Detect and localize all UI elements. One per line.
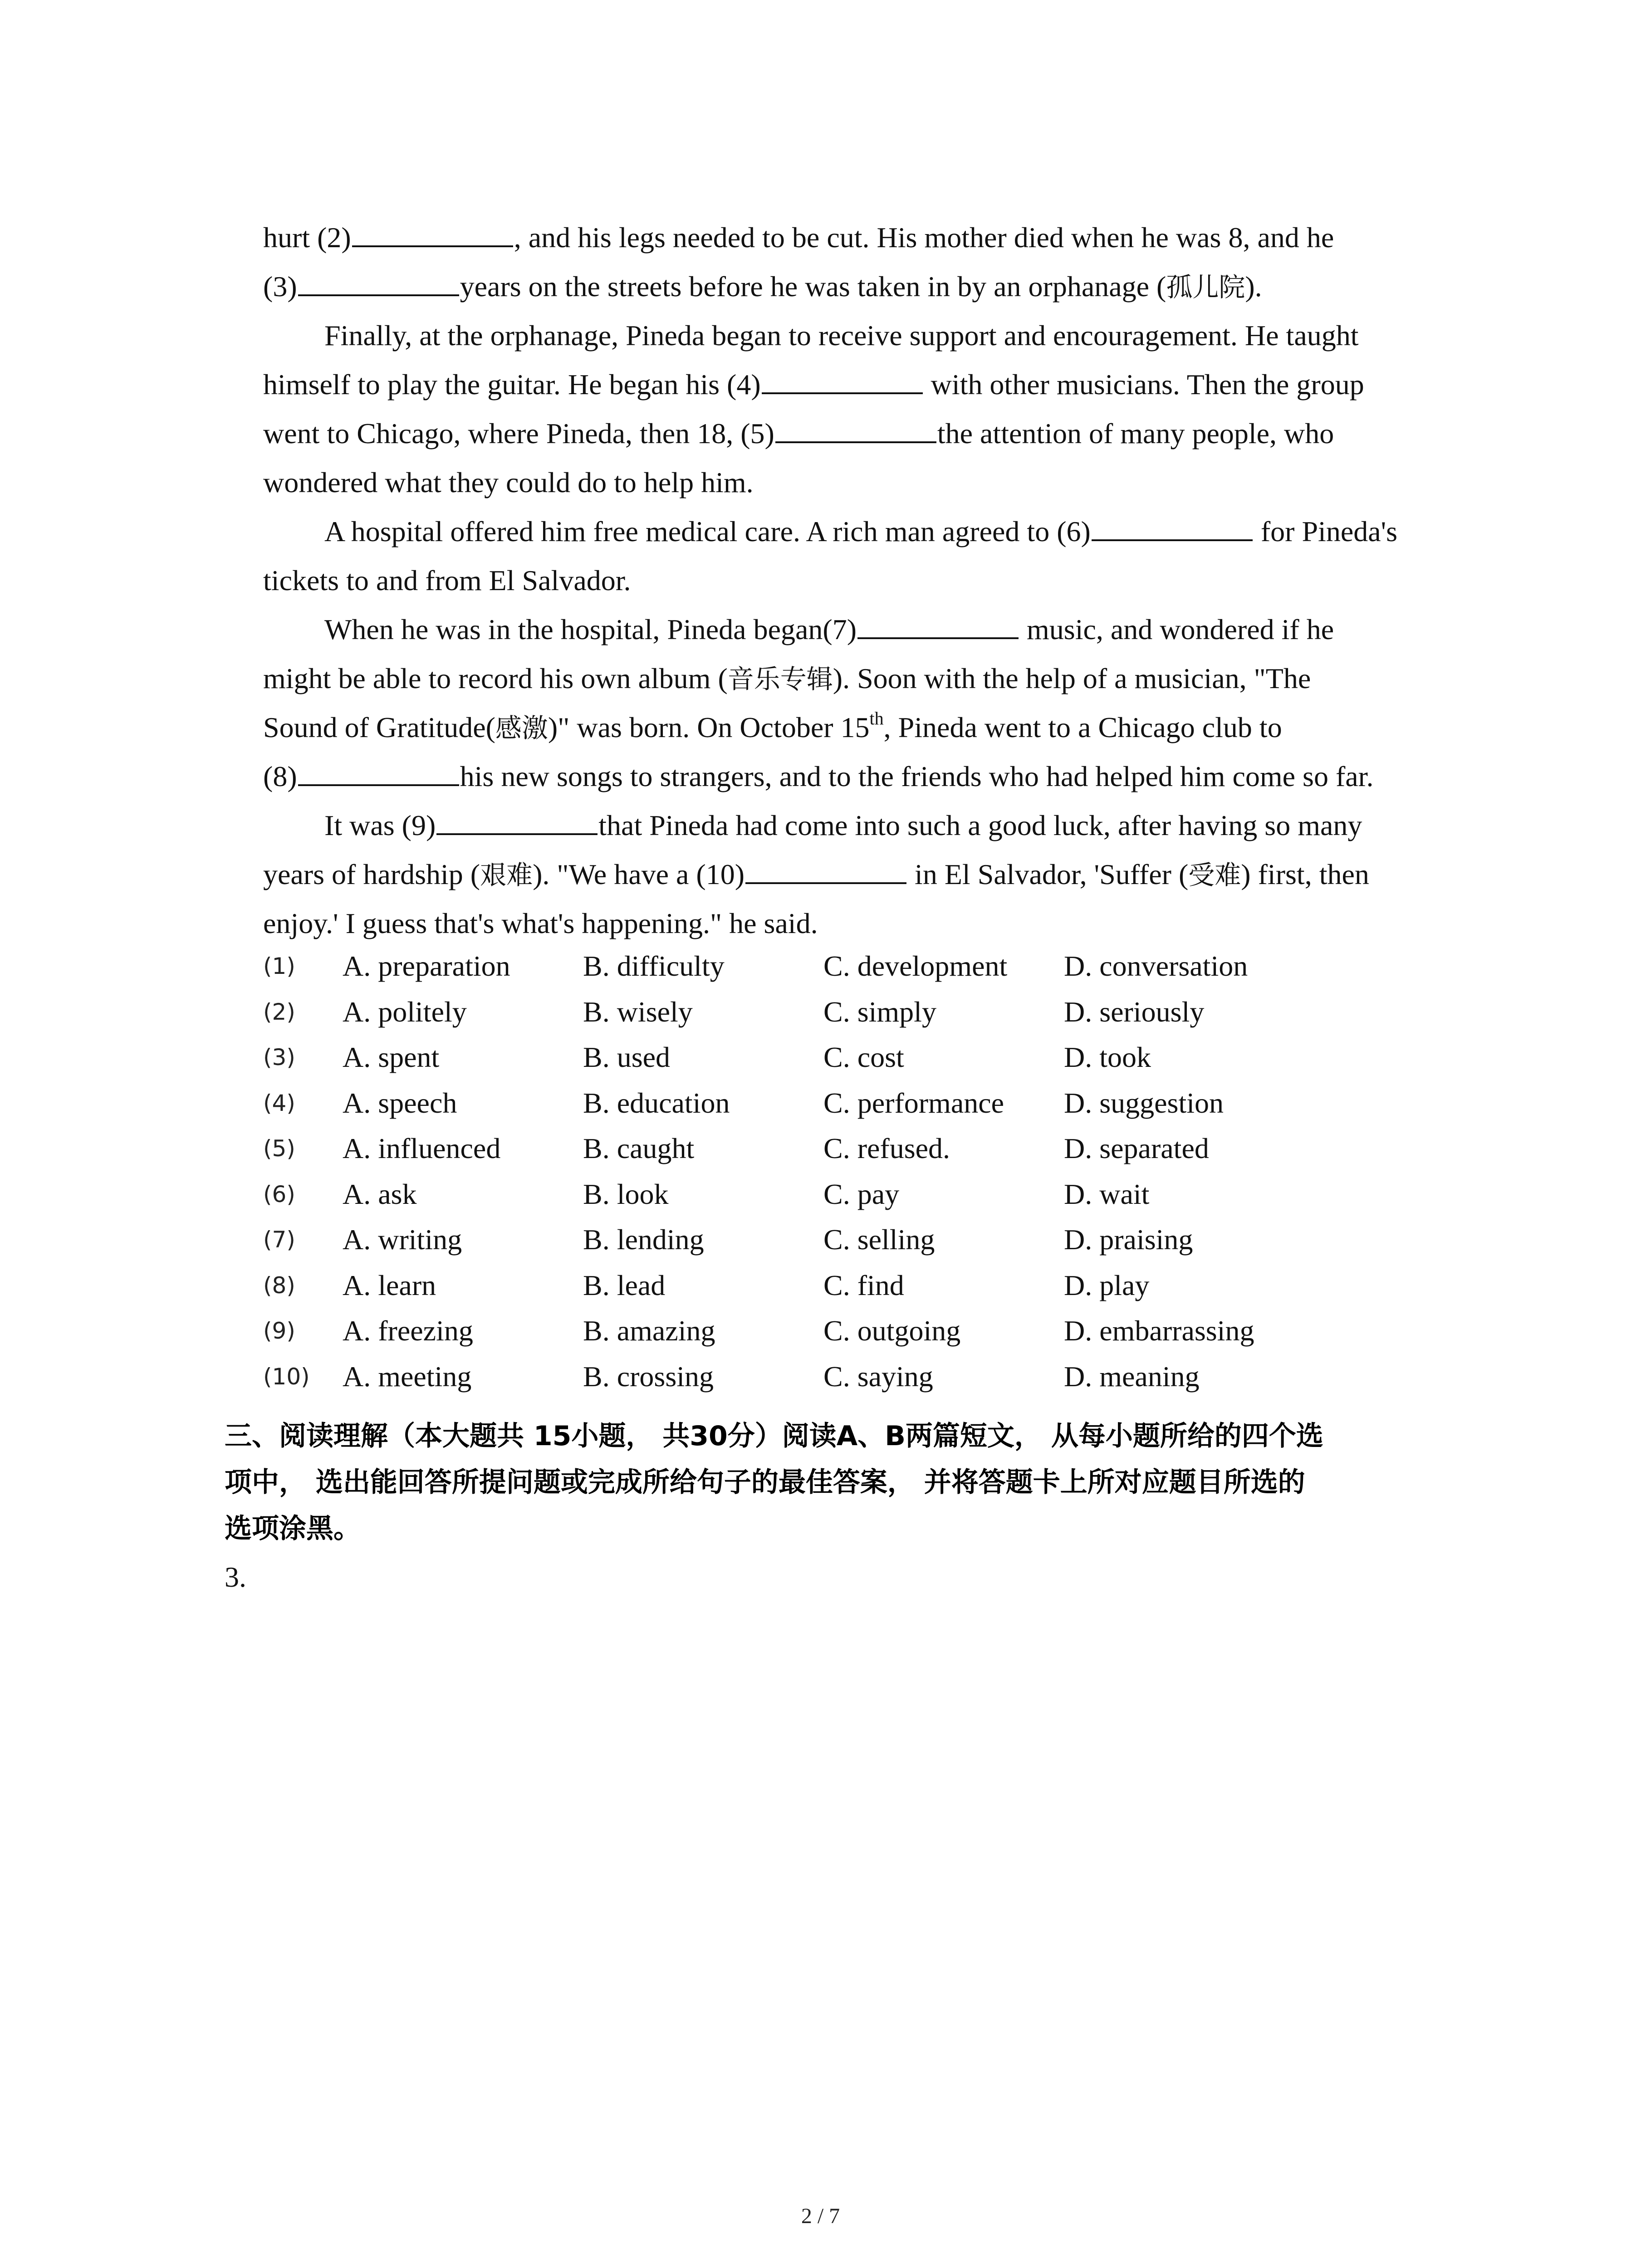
passage-text: wondered what they could do to help him. <box>263 466 754 499</box>
option-a[interactable]: A. freezing <box>343 1315 473 1347</box>
chinese-gloss: 音乐专辑 <box>727 664 833 694</box>
option-a[interactable]: A. influenced <box>343 1132 501 1164</box>
option-b[interactable]: B. look <box>583 1178 669 1210</box>
option-d[interactable]: D. embarrassing <box>1064 1315 1254 1347</box>
cloze-passage <box>263 213 1443 948</box>
option-a[interactable]: A. writing <box>343 1223 462 1256</box>
answer-blank[interactable] <box>857 610 1019 639</box>
option-number: (7) <box>263 1227 295 1253</box>
option-row <box>263 1172 1443 1217</box>
section-heading-line: 选项涂黑。 <box>225 1513 361 1545</box>
passage-line <box>263 409 1443 458</box>
option-c[interactable]: C. find <box>823 1269 904 1301</box>
option-number: (2) <box>263 998 295 1025</box>
passage-line <box>263 556 1443 605</box>
option-d[interactable]: D. wait <box>1064 1178 1150 1210</box>
option-b[interactable]: B. education <box>583 1086 730 1119</box>
passage-text: , and his legs needed to be cut. His mother died when he was 8, and he <box>514 221 1334 254</box>
option-row <box>263 989 1443 1035</box>
option-a[interactable]: A. learn <box>343 1269 436 1301</box>
option-number: (9) <box>263 1318 295 1344</box>
option-number: (5) <box>263 1135 295 1162</box>
option-c[interactable]: C. development <box>823 950 1008 982</box>
option-row <box>263 1308 1443 1354</box>
option-d[interactable]: D. separated <box>1064 1132 1209 1164</box>
answer-blank[interactable] <box>745 855 906 884</box>
answer-blank[interactable] <box>1092 512 1253 541</box>
passage-line <box>263 703 1443 752</box>
option-d[interactable]: D. seriously <box>1064 995 1205 1028</box>
passage-text: himself to play the guitar. He began his (4) <box>263 368 761 401</box>
passage-line <box>263 850 1443 899</box>
option-b[interactable]: B. lead <box>583 1269 666 1301</box>
option-c[interactable]: C. refused. <box>823 1132 950 1164</box>
passage-text: went to Chicago, where Pineda, then 18, (5) <box>263 417 774 450</box>
option-number: (3) <box>263 1044 295 1070</box>
option-row <box>263 1263 1443 1309</box>
option-d[interactable]: D. meaning <box>1064 1360 1200 1393</box>
option-b[interactable]: B. used <box>583 1041 670 1073</box>
option-c[interactable]: C. simply <box>823 995 936 1028</box>
option-number: (6) <box>263 1181 295 1207</box>
passage-text: with other musicians. Then the group <box>923 368 1364 401</box>
chinese-gloss: 受难 <box>1188 860 1241 890</box>
option-row <box>263 943 1443 989</box>
answer-blank[interactable] <box>298 757 459 786</box>
passage-text: ). Soon with the help of a musician, "The <box>833 662 1311 694</box>
option-c[interactable]: C. pay <box>823 1178 900 1210</box>
passage-line <box>263 899 1443 948</box>
option-number: (1) <box>263 953 295 979</box>
passage-line <box>263 262 1443 311</box>
passage-text: ) first, then <box>1241 858 1369 890</box>
passage-line <box>263 311 1443 360</box>
passage-text: Sound of Gratitude( <box>263 711 495 743</box>
answer-blank[interactable] <box>762 365 923 394</box>
option-a[interactable]: A. politely <box>343 995 467 1028</box>
passage-line <box>263 752 1443 801</box>
passage-text: the attention of many people, who <box>937 417 1334 450</box>
option-row <box>263 1126 1443 1172</box>
passage-text: in El Salvador, 'Suffer ( <box>907 858 1189 890</box>
option-a[interactable]: A. spent <box>343 1041 440 1073</box>
passage-text: years on the streets before he was taken in by an orphanage ( <box>460 270 1166 303</box>
option-b[interactable]: B. amazing <box>583 1315 715 1347</box>
page-number: 2 / 7 <box>801 2204 840 2228</box>
option-d[interactable]: D. took <box>1064 1041 1151 1073</box>
passage-text: (3) <box>263 270 297 303</box>
passage-text: for Pineda's <box>1253 515 1398 547</box>
passage-line <box>263 458 1443 507</box>
passage-line <box>263 654 1443 703</box>
option-c[interactable]: C. cost <box>823 1041 904 1073</box>
section-heading-line: 三、阅读理解（本大题共 15小题， 共30分）阅读A、B两篇短文， 从每小题所给的四个选 <box>225 1420 1323 1452</box>
passage-text: music, and wondered if he <box>1019 613 1334 645</box>
option-c[interactable]: C. outgoing <box>823 1315 961 1347</box>
option-c[interactable]: C. selling <box>823 1223 935 1256</box>
cloze-options <box>263 943 1443 1399</box>
passage-text: When he was in the hospital, Pineda began(7) <box>324 613 857 645</box>
option-row <box>263 1080 1443 1126</box>
chinese-gloss: 艰难 <box>480 860 533 890</box>
answer-blank[interactable] <box>775 414 936 443</box>
passage-text: A hospital offered him free medical care. A rich man agreed to (6) <box>324 515 1091 547</box>
option-b[interactable]: B. wisely <box>583 995 693 1028</box>
chinese-gloss: 孤儿院 <box>1166 272 1245 303</box>
passage-text: might be able to record his own album ( <box>263 662 728 694</box>
passage-text: hurt (2) <box>263 221 351 254</box>
passage-text: , Pineda went to a Chicago club to <box>883 711 1282 743</box>
option-b[interactable]: B. crossing <box>583 1360 714 1393</box>
option-number: (4) <box>263 1090 295 1116</box>
passage-line <box>263 360 1443 409</box>
option-c[interactable]: C. performance <box>823 1086 1004 1119</box>
answer-blank[interactable] <box>436 806 598 835</box>
question-number: 3. <box>225 1561 246 1593</box>
passage-text: ). "We have a (10) <box>533 858 745 890</box>
passage-line <box>263 213 1443 262</box>
option-row <box>263 1217 1443 1263</box>
chinese-gloss: 感激 <box>495 713 548 743</box>
section-heading-line: 项中， 选出能回答所提问题或完成所给句子的最佳答案， 并将答题卡上所对应题目所选的 <box>225 1466 1305 1498</box>
passage-text: years of hardship ( <box>263 858 480 890</box>
option-d[interactable]: D. play <box>1064 1269 1150 1301</box>
option-b[interactable]: B. caught <box>583 1132 695 1164</box>
answer-blank[interactable] <box>352 218 513 247</box>
option-d[interactable]: D. praising <box>1064 1223 1193 1256</box>
option-d[interactable]: D. suggestion <box>1064 1086 1224 1119</box>
passage-text: enjoy.' I guess that's what's happening." he said. <box>263 907 818 939</box>
passage-text: Finally, at the orphanage, Pineda began to receive support and encouragement. He taught <box>324 319 1359 352</box>
option-d[interactable]: D. conversation <box>1064 950 1248 982</box>
option-a[interactable]: A. meeting <box>343 1360 472 1393</box>
option-row <box>263 1035 1443 1080</box>
option-a[interactable]: A. speech <box>343 1086 457 1119</box>
passage-line <box>263 507 1443 556</box>
passage-text: )" was born. On October 15 <box>548 711 870 743</box>
option-a[interactable]: A. ask <box>343 1178 417 1210</box>
passage-line <box>263 605 1443 654</box>
passage-text: ). <box>1245 270 1262 303</box>
option-b[interactable]: B. difficulty <box>583 950 725 982</box>
passage-text: It was (9) <box>324 809 436 841</box>
passage-text: that Pineda had come into such a good luck, after having so many <box>598 809 1362 841</box>
passage-text: his new songs to strangers, and to the friends who had helped him come so far. <box>460 760 1374 792</box>
option-row <box>263 1354 1443 1400</box>
answer-blank[interactable] <box>298 267 459 296</box>
passage-text: (8) <box>263 760 297 792</box>
option-a[interactable]: A. preparation <box>343 950 510 982</box>
superscript: th <box>869 708 884 728</box>
option-b[interactable]: B. lending <box>583 1223 704 1256</box>
option-number: (10) <box>263 1363 310 1390</box>
option-c[interactable]: C. saying <box>823 1360 933 1393</box>
option-number: (8) <box>263 1272 295 1299</box>
passage-text: tickets to and from El Salvador. <box>263 564 631 596</box>
section-heading <box>225 1413 1450 1552</box>
passage-line <box>263 801 1443 850</box>
